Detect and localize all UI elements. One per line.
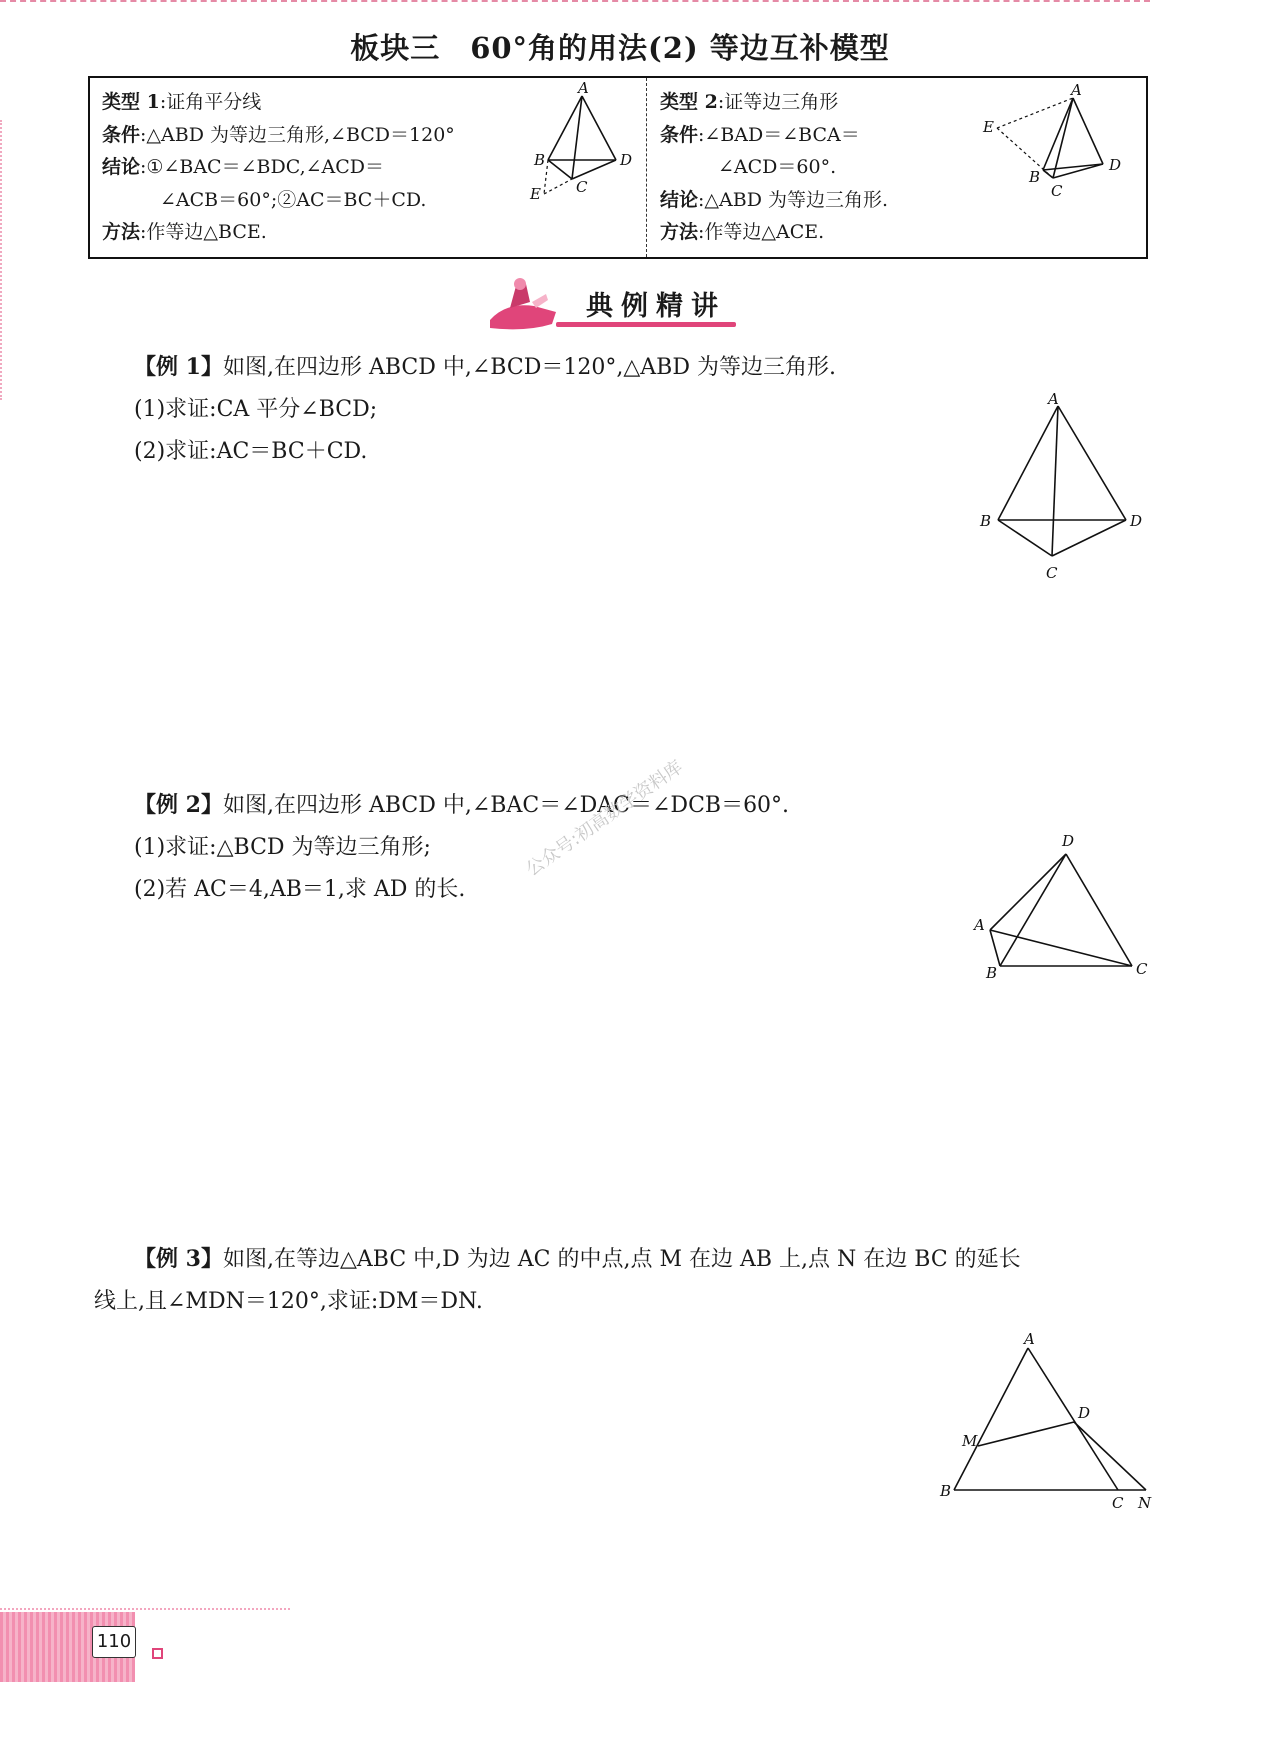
page-square-icon xyxy=(152,1648,163,1659)
type1-condition-label: 条件 xyxy=(102,123,141,146)
summary-box xyxy=(88,76,1148,259)
example-3-label-d: D xyxy=(1078,1404,1091,1422)
example-3-label-c: C xyxy=(1112,1494,1124,1512)
example-3-figure xyxy=(928,1330,1158,1524)
type1-condition-text: :△ABD 为等边三角形,∠BCD＝120° xyxy=(140,123,455,146)
type2-conclusion-label: 结论 xyxy=(660,188,699,211)
type1-column xyxy=(102,86,455,249)
type1-label-d: D xyxy=(620,151,633,169)
example-1 xyxy=(134,346,836,473)
section-heading-label: 典例精讲 xyxy=(586,291,726,322)
type2-column xyxy=(660,86,888,249)
example-2-line-3: (2)若 AC＝4,AB＝1,求 AD 的长. xyxy=(134,877,466,902)
type1-method-text: :作等边△BCE. xyxy=(140,221,267,243)
type2-condition-label: 条件 xyxy=(660,123,699,146)
example-2-label-b: B xyxy=(986,964,998,982)
type2-condition-text2: ∠ACD＝60°. xyxy=(718,156,837,178)
example-1-line-3: (2)求证:AC＝BC＋CD. xyxy=(134,439,368,464)
example-1-line-2: (1)求证:CA 平分∠BCD; xyxy=(134,397,378,422)
type1-label-c: C xyxy=(576,178,588,196)
type2-label-e: E xyxy=(983,118,994,136)
example-1-label-b: B xyxy=(980,512,992,530)
example-2-figure xyxy=(960,826,1160,990)
type2-label-c: C xyxy=(1051,182,1063,200)
type1-conclusion-text2: ∠ACB＝60°;②AC＝BC＋CD. xyxy=(160,188,427,211)
example-3 xyxy=(94,1238,1021,1323)
type2-method-text: :作等边△ACE. xyxy=(698,221,825,243)
type1-label-a: A xyxy=(578,82,589,97)
example-2-label-d: D xyxy=(1062,832,1075,850)
example-2-line-2: (1)求证:△BCD 为等边三角形; xyxy=(134,835,431,860)
example-1-label-d: D xyxy=(1130,512,1143,530)
example-2-label-a: A xyxy=(974,916,985,934)
example-2-label-c: C xyxy=(1136,960,1148,978)
section-heading-underline xyxy=(556,322,736,327)
example-1-figure xyxy=(968,390,1150,594)
type1-method-label: 方法 xyxy=(102,221,141,243)
type1-conclusion-label: 结论 xyxy=(102,156,141,178)
type2-condition-text1: :∠BAD＝∠BCA＝ xyxy=(698,123,860,146)
type2-heading-rest: :证等边三角形 xyxy=(717,91,839,113)
example-1-tag: 【例 1】 xyxy=(134,354,223,380)
type1-figure xyxy=(520,82,638,206)
type1-conclusion-text1: :①∠BAC＝∠BDC,∠ACD＝ xyxy=(140,156,385,178)
example-3-line-1: 如图,在等边△ABC 中,D 为边 AC 的中点,点 M 在边 AB 上,点 N 在边 BC 的延长 xyxy=(222,1247,1021,1272)
type2-heading: 类型 2 xyxy=(660,91,718,113)
type2-method-label: 方法 xyxy=(660,221,699,243)
left-margin-rule xyxy=(0,120,2,400)
type2-figure xyxy=(975,84,1125,208)
type2-label-b: B xyxy=(1029,168,1041,186)
example-1-label-c: C xyxy=(1046,564,1058,582)
footer-rule xyxy=(0,1608,290,1610)
type1-label-e: E xyxy=(530,185,541,202)
page-title: 板块三 60°角的用法(2) 等边互补模型 xyxy=(350,31,890,65)
example-2-line-1: 如图,在四边形 ABCD 中,∠BAC＝∠DAC＝∠DCB＝60°. xyxy=(222,793,790,818)
example-2-tag: 【例 2】 xyxy=(134,792,223,818)
type1-heading: 类型 1 xyxy=(102,91,160,113)
type2-conclusion-text: :△ABD 为等边三角形. xyxy=(698,188,889,211)
example-3-label-b: B xyxy=(940,1482,952,1500)
type1-label-b: B xyxy=(534,151,546,169)
example-3-label-m: M xyxy=(962,1432,978,1450)
type1-heading-rest: :证角平分线 xyxy=(159,91,262,113)
top-dashed-rule xyxy=(0,0,1150,2)
example-3-tag: 【例 3】 xyxy=(134,1246,223,1272)
type2-label-a: A xyxy=(1071,84,1082,99)
summary-divider xyxy=(646,78,647,257)
example-2 xyxy=(134,784,789,911)
watermark: 公众号:初高数学资料库 xyxy=(522,756,687,881)
example-1-label-a: A xyxy=(1048,390,1059,408)
section-heading-icon xyxy=(486,272,566,336)
section-heading xyxy=(486,272,756,336)
type2-label-d: D xyxy=(1109,156,1122,174)
example-1-line-1: 如图,在四边形 ABCD 中,∠BCD＝120°,△ABD 为等边三角形. xyxy=(222,355,836,380)
example-3-line-2: 线上,且∠MDN＝120°,求证:DM＝DN. xyxy=(94,1289,483,1314)
page-number: 110 xyxy=(92,1626,136,1658)
example-3-label-n: N xyxy=(1138,1494,1152,1512)
example-3-label-a: A xyxy=(1024,1330,1035,1348)
